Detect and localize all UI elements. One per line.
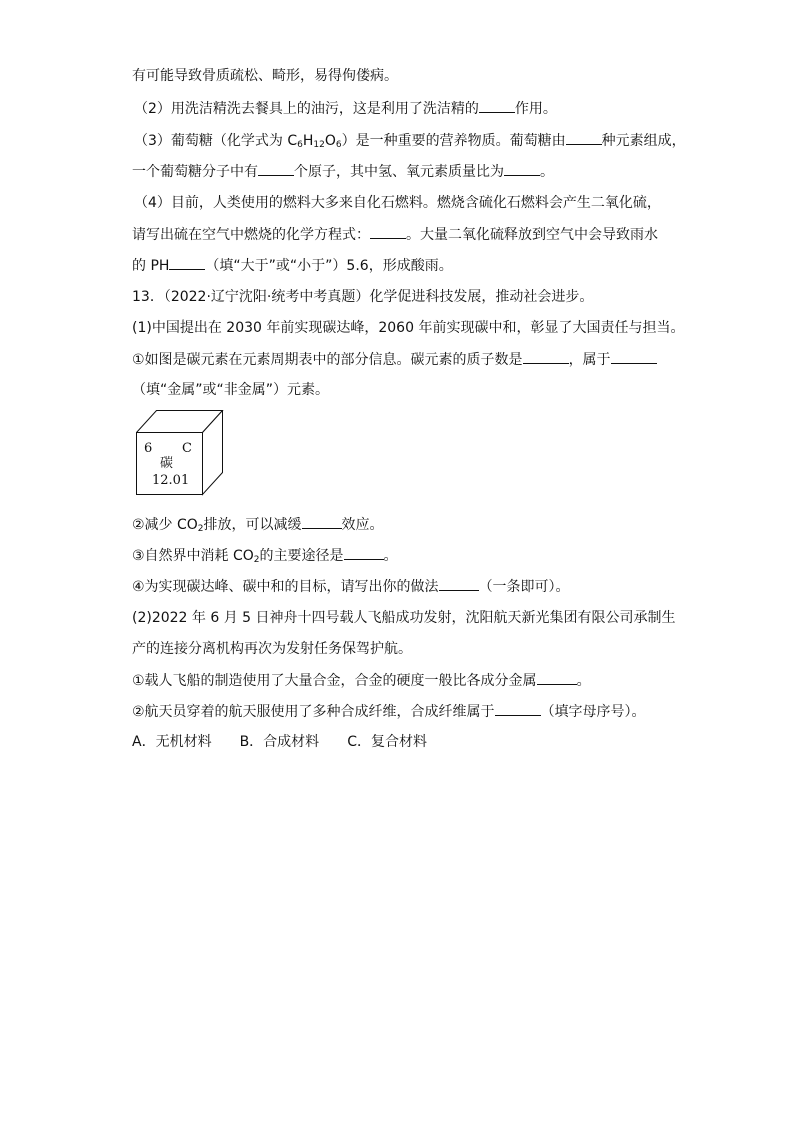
question-3: （3）葡萄糖（化学式为 $C_6H_{12}O_6$）是一种重要的营养物质。葡萄糖由 种元素组成， <box>134 130 686 151</box>
question-13-sub1: ①如图是碳元素在元素周期表中的部分信息。碳元素的质子数是 ，属于 <box>132 349 657 370</box>
option-a[interactable]: A．无机材料 <box>132 734 212 750</box>
question-4-cont: 请写出硫在空气中燃烧的化学方程式： 。大量二氧化硫释放到空气中会导致雨水 <box>132 224 658 245</box>
question-2: （2）用洗洁精洗去餐具上的油污，这是利用了洗洁精的 作用。 <box>134 98 557 119</box>
question-13-sub6: ②航天员穿着的航天服使用了多种合成纤维，合成纤维属于 （填字母序号）。 <box>132 701 646 722</box>
question-4: （4）目前，人类使用的燃料大多来自化石燃料。燃烧含硫化石燃料会产生二氧化硫， <box>134 195 661 211</box>
question-13-part2: (2)2022 年 6 月 5 日神舟十四号载人飞船成功发射，沈阳航天新光集团有限公司承制生 <box>132 610 676 626</box>
question-13-sub3: ③自然界中消耗 $CO_2$的主要途径是 。 <box>132 545 398 566</box>
answer-blank[interactable] <box>504 161 540 176</box>
question-13-sub1-cont: （填“金属”或“非金属”）元素。 <box>132 382 330 398</box>
answer-blank[interactable] <box>566 130 602 145</box>
answer-options <box>132 732 455 752</box>
question-13-sub2: ②减少 $CO_2$排放，可以减缓 效应。 <box>132 514 384 535</box>
answer-blank[interactable] <box>169 255 205 270</box>
answer-blank[interactable] <box>537 670 577 685</box>
question-13-part1: (1)中国提出在 2030 年前实现碳达峰，2060 年前实现碳中和，彰显了大国责任与担当。 <box>132 320 685 336</box>
question-3-cont: 一个葡萄糖分子中有 个原子，其中氢、氧元素质量比为 。 <box>132 161 554 182</box>
answer-blank[interactable] <box>523 349 569 364</box>
answer-blank[interactable] <box>495 701 541 716</box>
text-line: 有可能导致骨质疏松、畸形，易得佝偻病。 <box>132 68 398 84</box>
answer-blank[interactable] <box>258 161 294 176</box>
atomic-number: 6 <box>144 441 153 456</box>
answer-blank[interactable] <box>439 576 479 591</box>
option-b[interactable]: B．合成材料 <box>239 734 320 750</box>
answer-blank[interactable] <box>611 349 657 364</box>
carbon-element-cell <box>136 410 226 498</box>
answer-blank[interactable] <box>479 98 515 113</box>
answer-blank[interactable] <box>302 514 342 529</box>
answer-blank[interactable] <box>370 224 406 239</box>
answer-blank[interactable] <box>344 545 384 560</box>
option-c[interactable]: C．复合材料 <box>347 734 427 750</box>
question-13-part2-cont: 产的连接分离机构再次为发射任务保驾护航。 <box>132 641 412 657</box>
element-symbol: C <box>182 441 192 456</box>
element-name: 碳 <box>160 456 174 471</box>
question-13-heading: 13．（2022·辽宁沈阳·统考中考真题）化学促进科技发展，推动社会进步。 <box>132 289 594 305</box>
question-4-cont2: 的 PH （填“大于”或“小于”）5.6，形成酸雨。 <box>132 255 453 276</box>
question-13-sub4: ④为实现碳达峰、碳中和的目标，请写出你的做法 （一条即可）。 <box>132 576 570 597</box>
atomic-mass: 12.01 <box>152 473 190 488</box>
question-13-sub5: ①载人飞船的制造使用了大量合金，合金的硬度一般比各成分金属 。 <box>132 670 591 691</box>
